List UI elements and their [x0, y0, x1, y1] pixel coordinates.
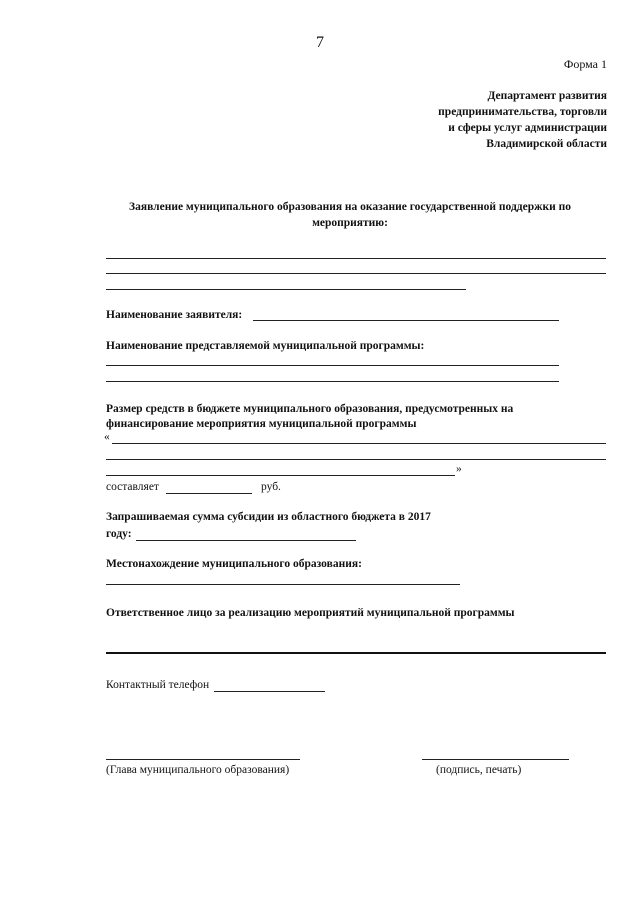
form-label: Форма 1	[563, 57, 607, 71]
responsible-field[interactable]	[106, 652, 606, 654]
location-label: Местонахождение муниципального образования:	[106, 558, 362, 570]
close-quote: »	[456, 463, 462, 475]
open-quote: «	[104, 431, 110, 443]
phone-field[interactable]	[214, 691, 325, 692]
budget-field[interactable]	[112, 443, 606, 444]
location-field[interactable]	[106, 584, 460, 585]
program-field[interactable]	[106, 381, 559, 382]
applicant-field[interactable]	[253, 320, 559, 321]
program-field[interactable]	[106, 365, 559, 366]
event-line[interactable]	[106, 289, 466, 290]
event-line[interactable]	[106, 273, 606, 274]
sign-label: (подпись, печать)	[436, 764, 522, 776]
title-line: мероприятию:	[312, 217, 388, 229]
recipient-line: Владимирской области	[486, 138, 607, 150]
phone-label: Контактный телефон	[106, 679, 210, 691]
recipient-line: Департамент развития	[487, 90, 607, 102]
title-line: Заявление муниципального образования на оказание государственной поддержки по	[129, 201, 571, 213]
recipient-block	[438, 88, 607, 152]
program-label: Наименование представляемой муниципальной программы:	[106, 340, 425, 352]
page-number: 7	[316, 34, 324, 51]
amount-prefix: составляет	[106, 481, 159, 493]
subsidy-label: Запрашиваемая сумма субсидии из областного бюджета в 2017	[106, 511, 431, 523]
applicant-label: Наименование заявителя:	[106, 309, 243, 321]
budget-field[interactable]	[106, 459, 606, 460]
budget-label: Размер средств в бюджете муниципального образования, предусмотренных на	[106, 403, 514, 415]
head-signature-line[interactable]	[106, 759, 300, 760]
amount-unit: руб.	[261, 481, 281, 493]
recipient-line: и сферы услуг администрации	[448, 122, 607, 134]
head-label: (Глава муниципального образования)	[106, 764, 290, 776]
document-title	[110, 199, 590, 231]
subsidy-year-label: году:	[106, 528, 132, 540]
subsidy-field[interactable]	[136, 540, 356, 541]
event-line[interactable]	[106, 258, 606, 259]
budget-field[interactable]	[106, 475, 455, 476]
amount-field[interactable]	[166, 493, 252, 494]
responsible-label: Ответственное лицо за реализацию мероприятий муниципальной программы	[106, 607, 515, 619]
signature-line[interactable]	[422, 759, 569, 760]
budget-label: финансирование мероприятия муниципальной программы	[106, 418, 417, 430]
recipient-line: предпринимательства, торговли	[438, 106, 607, 118]
